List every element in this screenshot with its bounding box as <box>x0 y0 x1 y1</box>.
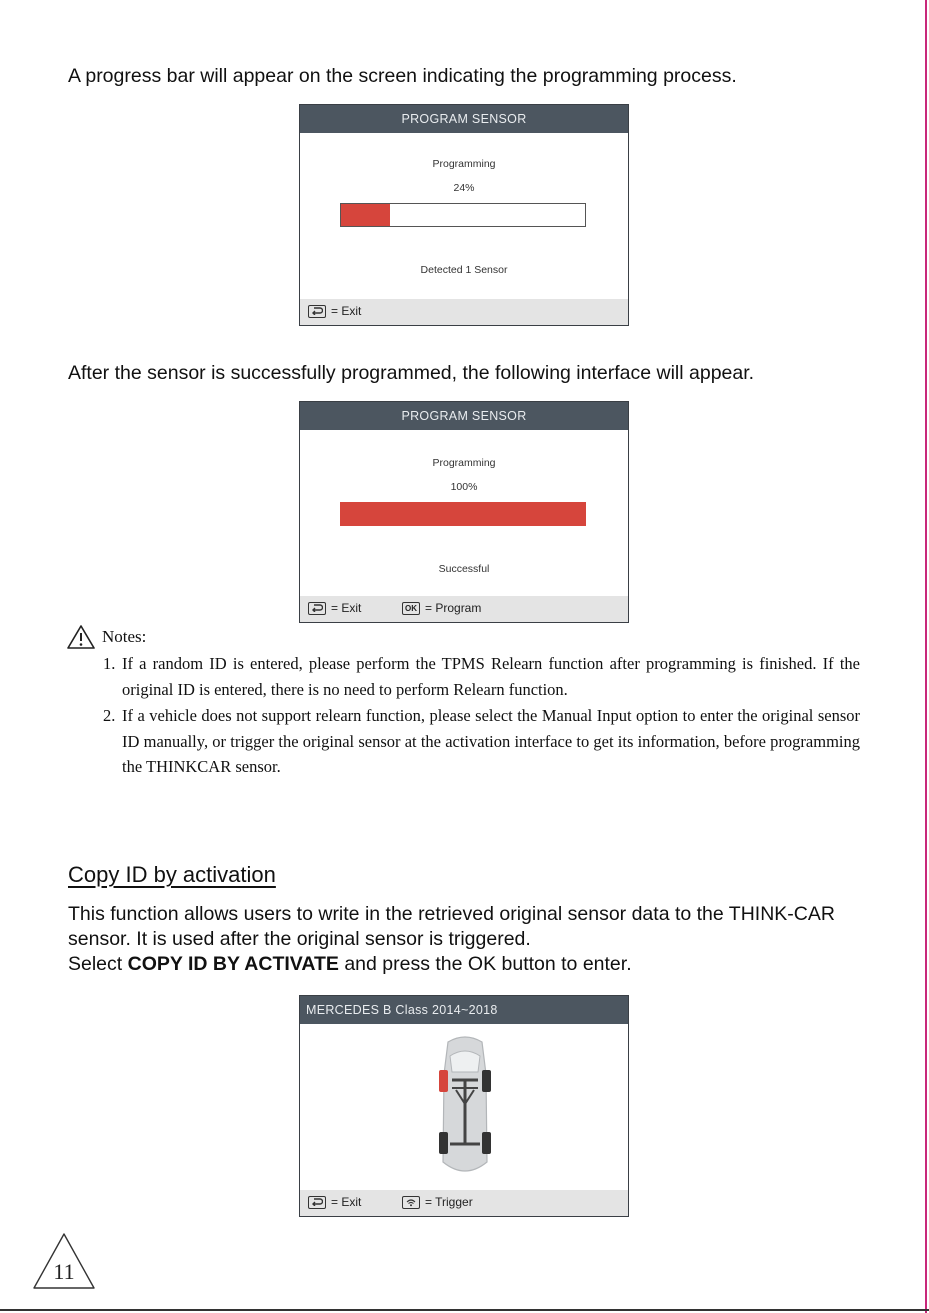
progress-percent: 24% <box>453 182 475 194</box>
vehicle-trigger-screen <box>299 995 629 1217</box>
note-number: 1. <box>103 654 116 673</box>
trigger-label: = Trigger <box>425 1195 473 1209</box>
select-text: Select <box>68 953 128 975</box>
notes-heading <box>66 624 146 650</box>
intro-progress-text: A progress bar will appear on the screen indicating the programming process. <box>68 65 737 87</box>
note-text: If a random ID is entered, please perform the TPMS Relearn function after programming is finished. If the original ID is entered, there is no need to perform Relearn function. <box>122 654 860 699</box>
progress-bar-fill <box>341 503 585 525</box>
trigger-hint[interactable] <box>402 1195 473 1209</box>
exit-label: = Exit <box>331 1195 362 1209</box>
screen-footer <box>300 1190 628 1216</box>
description-text: This function allows users to write in the retrieved original sensor data to the THINK-CAR sensor. It is used after the original sensor is triggered. <box>68 903 835 950</box>
ok-key-icon: OK <box>402 602 420 615</box>
progress-percent: 100% <box>450 481 478 493</box>
screen-footer <box>300 299 628 325</box>
exit-hint[interactable] <box>308 1195 361 1209</box>
exit-hint[interactable] <box>308 304 361 318</box>
programming-label: Programming <box>432 158 496 170</box>
car-top-view-icon <box>430 1034 500 1178</box>
menu-option-name: COPY ID BY ACTIVATE <box>127 953 339 975</box>
back-key-icon <box>308 305 326 318</box>
program-label: = Program <box>425 601 482 615</box>
exit-label: = Exit <box>331 304 362 318</box>
progress-bar <box>340 502 586 526</box>
wheel-front-left <box>439 1070 448 1092</box>
program-sensor-screen-complete <box>299 401 629 623</box>
back-key-icon <box>308 1196 326 1209</box>
progress-bar <box>340 203 586 227</box>
page-edge-line <box>925 0 927 1313</box>
screen-title: PROGRAM SENSOR <box>300 105 628 133</box>
progress-bar-fill <box>341 204 390 226</box>
section-description <box>68 902 868 977</box>
programming-label: Programming <box>432 457 496 469</box>
note-item <box>103 651 860 702</box>
program-sensor-screen-progress <box>299 104 629 326</box>
screen-footer <box>300 596 628 622</box>
intro-success-text: After the sensor is successfully programmed, the following interface will appear. <box>68 362 755 384</box>
detected-sensor-message: Detected 1 Sensor <box>420 264 508 276</box>
vehicle-title: MERCEDES B Class 2014~2018 <box>300 996 628 1024</box>
warning-icon <box>66 624 96 650</box>
page-number-badge <box>32 1232 96 1290</box>
note-text: If a vehicle does not support relearn function, please select the Manual Input option to enter the original sensor ID manually, or trigger the original sensor at the activation interface to get its information, before programming the THINKCAR sensor. <box>122 706 860 776</box>
trigger-key-icon <box>402 1196 420 1209</box>
note-number: 2. <box>103 706 116 725</box>
success-message: Successful <box>438 563 490 575</box>
page-bottom-rule <box>0 1309 929 1311</box>
screen-title: PROGRAM SENSOR <box>300 402 628 430</box>
note-item <box>103 703 860 780</box>
page-number: 11 <box>53 1259 75 1284</box>
wheel-front-right <box>482 1070 491 1092</box>
instruction-end-text: and press the OK button to enter. <box>338 953 632 975</box>
notes-label: Notes: <box>102 627 147 646</box>
exit-label: = Exit <box>331 601 362 615</box>
section-title: Copy ID by activation <box>68 862 276 887</box>
program-hint[interactable] <box>402 601 481 615</box>
back-key-icon <box>308 602 326 615</box>
exit-hint[interactable] <box>308 601 361 615</box>
wheel-rear-right <box>482 1132 491 1154</box>
wheel-rear-left <box>439 1132 448 1154</box>
